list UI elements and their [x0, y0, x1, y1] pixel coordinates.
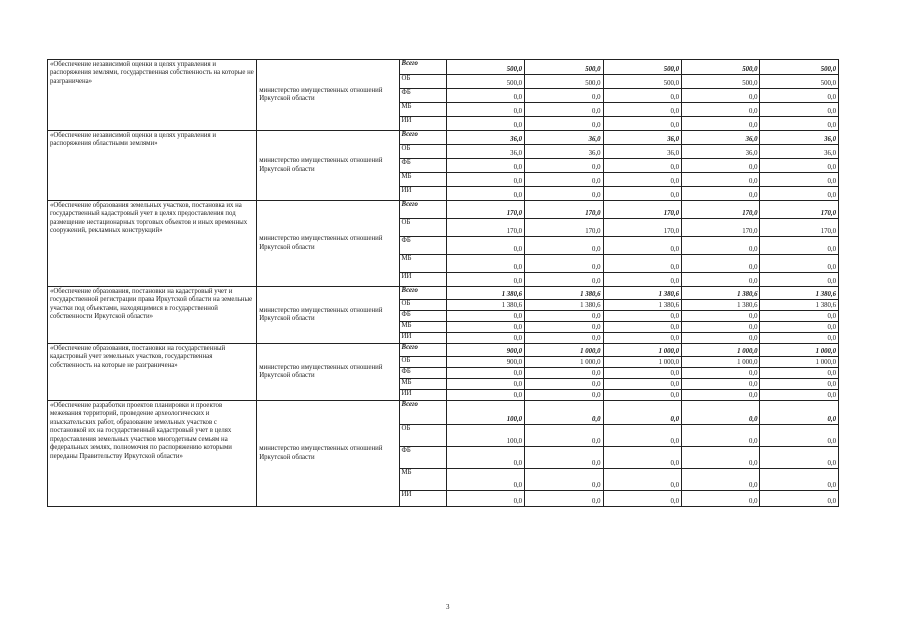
funding-value: 36,0	[525, 145, 603, 159]
funding-value: 0,0	[446, 469, 524, 491]
funding-value: 500,0	[446, 75, 524, 89]
funding-row-total	[48, 201, 839, 219]
responsible-organization: министерство имущественных отношений Иркутской области	[257, 131, 399, 201]
funding-source: ОБ	[399, 300, 446, 311]
funding-value: 0,0	[603, 273, 681, 287]
funding-value: 0,0	[682, 379, 760, 390]
funding-value: 170,0	[682, 201, 760, 219]
funding-value: 0,0	[446, 311, 524, 322]
funding-source: МБ	[399, 379, 446, 390]
funding-value: 0,0	[760, 322, 839, 333]
funding-value: 0,0	[446, 273, 524, 287]
funding-value: 0,0	[603, 333, 681, 344]
funding-source: ОБ	[399, 219, 446, 237]
funding-value: 0,0	[682, 491, 760, 507]
funding-value: 0,0	[603, 322, 681, 333]
funding-value: 0,0	[760, 273, 839, 287]
responsible-organization: министерство имущественных отношений Иркутской области	[257, 401, 399, 507]
funding-source: МБ	[399, 469, 446, 491]
funding-value: 0,0	[603, 159, 681, 173]
funding-value: 500,0	[682, 75, 760, 89]
funding-value: 0,0	[525, 187, 603, 201]
funding-value: 0,0	[682, 425, 760, 447]
funding-value: 0,0	[682, 187, 760, 201]
funding-source: ФБ	[399, 368, 446, 379]
funding-value: 170,0	[760, 201, 839, 219]
funding-value: 500,0	[760, 60, 839, 75]
funding-value: 0,0	[603, 390, 681, 401]
funding-value: 0,0	[760, 311, 839, 322]
activity-description: «Обеспечение образования, постановки на государственный кадастровый учет земельных участков, государственная собственность на которые не разграничена»	[48, 344, 257, 401]
responsible-organization: министерство имущественных отношений Иркутской области	[257, 287, 399, 344]
funding-value: 170,0	[760, 219, 839, 237]
funding-value: 0,0	[603, 447, 681, 469]
funding-value: 0,0	[682, 390, 760, 401]
funding-value: 0,0	[525, 469, 603, 491]
funding-value: 0,0	[525, 322, 603, 333]
funding-source: ИИ	[399, 390, 446, 401]
funding-value: 0,0	[525, 255, 603, 273]
funding-value: 0,0	[446, 322, 524, 333]
activity-description: «Обеспечение образования земельных участков, постановка их на государственный кадастровый учет в целях предоставления под размещение нестационарных торговых объектов и иных временных сооружений, рекламных конструкций»	[48, 201, 257, 287]
funding-value: 0,0	[682, 173, 760, 187]
funding-value: 1 380,6	[446, 287, 524, 300]
funding-value: 0,0	[760, 159, 839, 173]
funding-source: ИИ	[399, 117, 446, 131]
funding-value: 0,0	[525, 237, 603, 255]
funding-source: ИИ	[399, 273, 446, 287]
funding-value: 1 000,0	[682, 357, 760, 368]
responsible-organization: министерство имущественных отношений Иркутской области	[257, 201, 399, 287]
funding-value: 0,0	[603, 401, 681, 425]
funding-value: 0,0	[603, 311, 681, 322]
funding-source: МБ	[399, 103, 446, 117]
funding-value: 0,0	[760, 447, 839, 469]
funding-table	[47, 59, 839, 507]
funding-value: 0,0	[682, 117, 760, 131]
funding-value: 500,0	[760, 75, 839, 89]
funding-value: 36,0	[682, 145, 760, 159]
funding-value: 1 380,6	[603, 287, 681, 300]
funding-value: 0,0	[760, 255, 839, 273]
funding-value: 1 000,0	[603, 357, 681, 368]
funding-value: 0,0	[525, 117, 603, 131]
funding-value: 0,0	[760, 379, 839, 390]
funding-value: 1 000,0	[682, 344, 760, 357]
funding-value: 0,0	[682, 469, 760, 491]
funding-source: МБ	[399, 255, 446, 273]
funding-value: 0,0	[525, 273, 603, 287]
funding-value: 0,0	[525, 425, 603, 447]
funding-row-total	[48, 401, 839, 425]
funding-value: 0,0	[525, 311, 603, 322]
funding-row-total	[48, 60, 839, 75]
activity-description: «Обеспечение разработки проектов планировки и проектов межевания территорий, проведение археологических и изыскательских работ, образование земельных участков с постановкой их на государственный кадастровый учет в целях предоставления земельных участков многодетным семьям на федеральных землях, полномочия по распоряжению которыми переданы Правительству Иркутской области»	[48, 401, 257, 507]
funding-source: ФБ	[399, 159, 446, 173]
funding-value: 1 380,6	[603, 300, 681, 311]
funding-value: 0,0	[682, 255, 760, 273]
funding-value: 0,0	[446, 89, 524, 103]
funding-source: Всего	[399, 287, 446, 300]
funding-value: 0,0	[525, 173, 603, 187]
funding-value: 0,0	[446, 368, 524, 379]
funding-value: 170,0	[603, 219, 681, 237]
funding-value: 36,0	[603, 145, 681, 159]
activity-description: «Обеспечение образования, постановки на кадастровый учет и государственной регистрации права Иркутской области на земельные участки под объектами, находящимися в государственной собственности Иркутской области»	[48, 287, 257, 344]
funding-value: 36,0	[525, 131, 603, 145]
funding-source: Всего	[399, 401, 446, 425]
funding-value: 0,0	[446, 159, 524, 173]
funding-value: 0,0	[603, 89, 681, 103]
funding-row-total	[48, 344, 839, 357]
funding-value: 0,0	[525, 103, 603, 117]
funding-source: ОБ	[399, 75, 446, 89]
funding-value: 1 380,6	[760, 300, 839, 311]
funding-value: 1 380,6	[525, 300, 603, 311]
funding-value: 0,0	[603, 469, 681, 491]
funding-value: 0,0	[682, 273, 760, 287]
funding-value: 36,0	[760, 145, 839, 159]
funding-value: 0,0	[603, 425, 681, 447]
funding-value: 900,0	[446, 344, 524, 357]
funding-value: 0,0	[682, 368, 760, 379]
funding-value: 0,0	[682, 447, 760, 469]
funding-value: 170,0	[525, 219, 603, 237]
funding-value: 0,0	[682, 322, 760, 333]
funding-value: 0,0	[603, 103, 681, 117]
funding-value: 1 000,0	[760, 344, 839, 357]
funding-source: ФБ	[399, 89, 446, 103]
page-number: 3	[446, 603, 450, 611]
funding-value: 0,0	[760, 390, 839, 401]
funding-value: 0,0	[603, 379, 681, 390]
funding-source: ИИ	[399, 491, 446, 507]
funding-value: 0,0	[760, 117, 839, 131]
funding-table-body	[48, 60, 839, 507]
funding-source: ОБ	[399, 357, 446, 368]
funding-value: 0,0	[682, 103, 760, 117]
funding-value: 0,0	[760, 368, 839, 379]
funding-source: ОБ	[399, 145, 446, 159]
funding-source: ФБ	[399, 447, 446, 469]
activity-description: «Обеспечение независимой оценки в целях управления и распоряжения областными землями»	[48, 131, 257, 201]
funding-source: Всего	[399, 201, 446, 219]
funding-value: 0,0	[603, 491, 681, 507]
funding-value: 0,0	[446, 117, 524, 131]
funding-value: 1 380,6	[682, 287, 760, 300]
funding-value: 0,0	[760, 401, 839, 425]
funding-source: ИИ	[399, 333, 446, 344]
funding-value: 0,0	[682, 237, 760, 255]
funding-value: 1 380,6	[525, 287, 603, 300]
funding-value: 0,0	[603, 117, 681, 131]
funding-value: 36,0	[446, 131, 524, 145]
funding-value: 1 000,0	[525, 357, 603, 368]
funding-value: 500,0	[603, 60, 681, 75]
funding-value: 36,0	[760, 131, 839, 145]
funding-value: 0,0	[682, 311, 760, 322]
funding-value: 500,0	[525, 75, 603, 89]
funding-value: 500,0	[682, 60, 760, 75]
funding-value: 0,0	[682, 89, 760, 103]
funding-value: 0,0	[760, 237, 839, 255]
funding-row-total	[48, 131, 839, 145]
funding-value: 0,0	[525, 447, 603, 469]
funding-source: Всего	[399, 344, 446, 357]
funding-source: Всего	[399, 131, 446, 145]
funding-value: 0,0	[760, 469, 839, 491]
funding-value: 0,0	[760, 103, 839, 117]
funding-value: 0,0	[760, 89, 839, 103]
funding-source: ФБ	[399, 311, 446, 322]
funding-value: 0,0	[603, 187, 681, 201]
funding-value: 100,0	[446, 401, 524, 425]
funding-value: 0,0	[682, 333, 760, 344]
funding-value: 0,0	[760, 173, 839, 187]
funding-value: 0,0	[760, 425, 839, 447]
funding-value: 170,0	[446, 219, 524, 237]
funding-value: 0,0	[525, 390, 603, 401]
funding-row-total	[48, 287, 839, 300]
activity-description: «Обеспечение независимой оценки в целях управления и распоряжения землями, государственная собственность на которые не разграничена»	[48, 60, 257, 131]
funding-value: 0,0	[682, 401, 760, 425]
funding-value: 1 380,6	[682, 300, 760, 311]
funding-value: 1 000,0	[760, 357, 839, 368]
funding-value: 500,0	[446, 60, 524, 75]
funding-value: 0,0	[446, 333, 524, 344]
funding-source: МБ	[399, 173, 446, 187]
funding-value: 0,0	[525, 159, 603, 173]
funding-value: 170,0	[525, 201, 603, 219]
funding-value: 170,0	[446, 201, 524, 219]
funding-value: 36,0	[682, 131, 760, 145]
funding-value: 0,0	[603, 255, 681, 273]
funding-value: 1 380,6	[446, 300, 524, 311]
funding-value: 0,0	[446, 173, 524, 187]
funding-value: 0,0	[525, 491, 603, 507]
funding-value: 1 000,0	[525, 344, 603, 357]
funding-value: 0,0	[682, 159, 760, 173]
funding-value: 0,0	[446, 187, 524, 201]
funding-source: ИИ	[399, 187, 446, 201]
funding-source: МБ	[399, 322, 446, 333]
responsible-organization: министерство имущественных отношений Иркутской области	[257, 60, 399, 131]
funding-source: ФБ	[399, 237, 446, 255]
funding-value: 170,0	[682, 219, 760, 237]
funding-value: 36,0	[603, 131, 681, 145]
funding-value: 0,0	[446, 103, 524, 117]
funding-source: ОБ	[399, 425, 446, 447]
funding-value: 0,0	[603, 237, 681, 255]
funding-value: 0,0	[760, 491, 839, 507]
funding-value: 900,0	[446, 357, 524, 368]
funding-value: 100,0	[446, 425, 524, 447]
funding-value: 0,0	[446, 390, 524, 401]
funding-source: Всего	[399, 60, 446, 75]
funding-value: 0,0	[525, 401, 603, 425]
funding-value: 0,0	[760, 187, 839, 201]
funding-value: 1 380,6	[760, 287, 839, 300]
funding-value: 170,0	[603, 201, 681, 219]
funding-value: 0,0	[525, 379, 603, 390]
funding-value: 0,0	[525, 89, 603, 103]
funding-value: 0,0	[446, 447, 524, 469]
funding-value: 0,0	[525, 333, 603, 344]
funding-value: 0,0	[446, 255, 524, 273]
funding-value: 0,0	[446, 491, 524, 507]
funding-value: 500,0	[603, 75, 681, 89]
funding-value: 0,0	[446, 379, 524, 390]
funding-value: 36,0	[446, 145, 524, 159]
funding-value: 0,0	[603, 368, 681, 379]
funding-value: 0,0	[760, 333, 839, 344]
responsible-organization: министерство имущественных отношений Иркутской области	[257, 344, 399, 401]
funding-value: 500,0	[525, 60, 603, 75]
funding-value: 0,0	[603, 173, 681, 187]
funding-value: 1 000,0	[603, 344, 681, 357]
funding-value: 0,0	[446, 237, 524, 255]
funding-value: 0,0	[525, 368, 603, 379]
